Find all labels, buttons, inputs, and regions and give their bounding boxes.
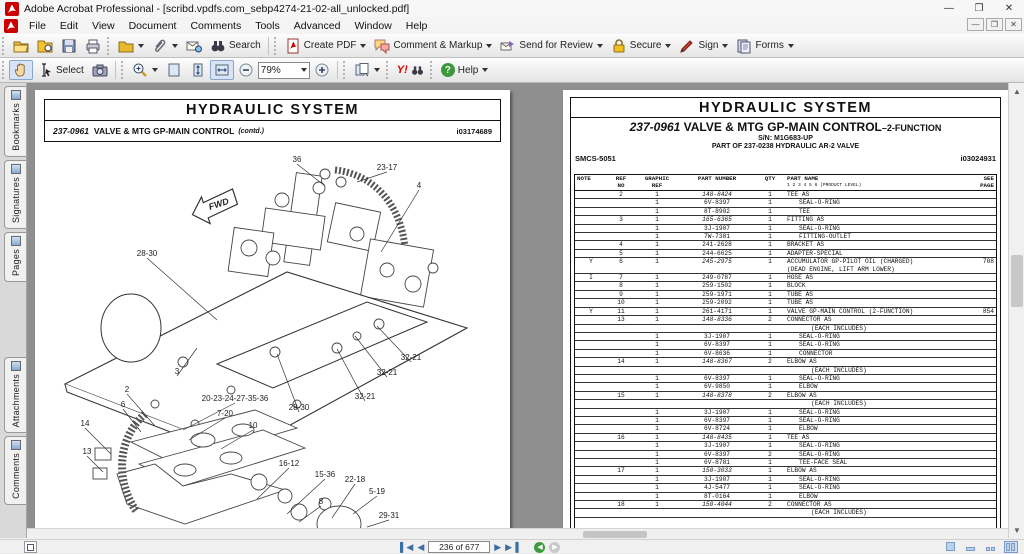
pdf-page-left bbox=[35, 90, 510, 528]
export-folder-icon bbox=[118, 38, 134, 54]
email-button[interactable] bbox=[182, 36, 206, 56]
table-row: 1 6V-8397 1 SEAL-O-RING bbox=[575, 341, 996, 349]
create-pdf-button[interactable] bbox=[281, 36, 371, 56]
dropdown-caret-icon bbox=[138, 44, 144, 48]
callout-label: 32-21 bbox=[376, 368, 398, 377]
fwd-arrow bbox=[188, 187, 240, 228]
send-review-label: Send for Review bbox=[519, 40, 593, 51]
page-display-button[interactable] bbox=[350, 60, 384, 80]
table-row: 1 6V-8397 1 SEAL-O-RING bbox=[575, 375, 996, 383]
save-button[interactable] bbox=[57, 36, 81, 56]
attach-button[interactable] bbox=[148, 36, 182, 56]
dropdown-caret-icon bbox=[360, 44, 366, 48]
mdi-minimize-button[interactable]: — bbox=[967, 18, 984, 31]
send-for-review-button[interactable] bbox=[496, 36, 606, 56]
mdi-restore-button[interactable]: ❐ bbox=[986, 18, 1003, 31]
forms-button[interactable] bbox=[732, 36, 797, 56]
right-part-number: 237-0961 bbox=[629, 120, 681, 134]
pages-icon bbox=[11, 236, 21, 246]
help-label: Help bbox=[457, 64, 479, 76]
part-of-line: PART OF 237-0238 HYDRAULIC AR-2 VALVE bbox=[711, 143, 860, 150]
hand-tool-button[interactable] bbox=[9, 60, 33, 80]
zoom-value: 79% bbox=[260, 64, 281, 76]
table-row: 1 4J-5477 1 SEAL-O-RING bbox=[575, 484, 996, 492]
menu-file[interactable]: File bbox=[29, 19, 46, 32]
dropdown-caret-icon bbox=[788, 44, 794, 48]
dropdown-caret-icon bbox=[722, 44, 728, 48]
toolbar-gripper[interactable] bbox=[386, 61, 391, 79]
table-row: 1 6V-8724 1 ELBOW bbox=[575, 425, 996, 433]
callout-label: 7-20 bbox=[216, 409, 234, 418]
organizer-folder-icon bbox=[37, 38, 53, 54]
fwd-label-text: FWD bbox=[207, 196, 231, 212]
facing-icon bbox=[1006, 543, 1010, 551]
secure-button[interactable] bbox=[607, 36, 676, 56]
attachments-icon bbox=[11, 361, 21, 371]
sidebar-tabs-top bbox=[0, 86, 26, 282]
table-row: (EACH INCLUDES) bbox=[575, 400, 996, 408]
table-row: 18 1 150-4044 2 CONNECTOR AS bbox=[575, 501, 996, 509]
zoom-out-button[interactable] bbox=[234, 60, 258, 80]
callout-leader-line bbox=[353, 496, 377, 514]
yahoo-binoculars-icon bbox=[411, 65, 424, 76]
table-row: 8 1 259-1502 1 BLOCK bbox=[575, 282, 996, 290]
sign-label: Sign bbox=[698, 40, 719, 51]
continuous-icon bbox=[966, 547, 975, 551]
menu-bar bbox=[0, 17, 1024, 34]
actual-size-button[interactable] bbox=[162, 60, 186, 80]
dropdown-caret-icon bbox=[172, 44, 178, 48]
callout-label: 8 bbox=[318, 497, 324, 506]
snapshot-button[interactable] bbox=[88, 60, 112, 80]
open-button[interactable] bbox=[9, 36, 33, 56]
sidebar-tab-label: Signatures bbox=[10, 176, 21, 223]
dropdown-caret-icon bbox=[597, 44, 603, 48]
callout-label: 5-19 bbox=[368, 487, 386, 496]
table-row: Y 6 1 245-2975 1 ACCUMULATOR GP-PILOT OIL (CHARGED) (DEAD ENGINE, LIFT ARM LOWER) 708 bbox=[575, 258, 996, 274]
table-row: 1 3J-1907 1 SEAL-O-RING bbox=[575, 333, 996, 341]
menu-help[interactable]: Help bbox=[405, 19, 428, 32]
facing-mode-button[interactable] bbox=[1004, 541, 1018, 553]
table-row: 1 6V-8397 1 SEAL-O-RING bbox=[575, 417, 996, 425]
table-row: 1 8T-0164 1 ELBOW bbox=[575, 493, 996, 501]
print-button[interactable] bbox=[81, 36, 105, 56]
dropdown-caret-icon bbox=[486, 44, 492, 48]
table-row: 1 3J-1907 1 SEAL-O-RING bbox=[575, 442, 996, 450]
first-page-button[interactable]: ▌◀ bbox=[400, 541, 414, 552]
title-bar bbox=[0, 0, 1024, 17]
table-row: 13 1 148-8336 2 CONNECTOR AS bbox=[575, 316, 996, 324]
toolbar-separator bbox=[115, 61, 116, 79]
navigation-panel-tabs bbox=[0, 83, 27, 538]
callout-label: 3 bbox=[174, 367, 180, 376]
callout-label: 10 bbox=[248, 421, 258, 430]
table-row: 1 6V-8636 1 CONNECTOR bbox=[575, 350, 996, 358]
table-row: 10 1 259-2092 1 TUBE AS bbox=[575, 299, 996, 307]
dropdown-caret-icon bbox=[665, 44, 671, 48]
scroll-down-arrow[interactable]: ▼ bbox=[1009, 522, 1024, 538]
yahoo-search-button[interactable] bbox=[393, 60, 428, 80]
paperclip-icon bbox=[152, 38, 168, 54]
callout-label: 28-30 bbox=[288, 403, 310, 412]
fit-width-icon bbox=[214, 62, 230, 78]
menu-view[interactable]: View bbox=[92, 19, 115, 32]
magnifier-plus-icon bbox=[132, 62, 148, 78]
select-label: Select bbox=[56, 64, 84, 76]
zoom-in-button[interactable] bbox=[310, 60, 334, 80]
table-row: (EACH INCLUDES) bbox=[575, 325, 996, 333]
toolbar-gripper[interactable] bbox=[2, 37, 7, 55]
callout-label: 23-17 bbox=[376, 163, 398, 172]
sidebar-tab-label: Bookmarks bbox=[10, 103, 21, 151]
bookmarks-icon bbox=[11, 90, 21, 100]
acrobat-app-icon bbox=[4, 1, 20, 17]
search-label: Search bbox=[229, 40, 261, 51]
page-navigation bbox=[400, 540, 560, 554]
right-doc-id: i03024931 bbox=[960, 154, 996, 163]
zoom-dropdown-caret-icon bbox=[301, 68, 307, 72]
help-icon: ? bbox=[441, 63, 455, 77]
menu-window[interactable]: Window bbox=[354, 19, 392, 32]
callout-leader-line bbox=[147, 258, 217, 320]
toolbar-gripper[interactable] bbox=[274, 37, 279, 55]
restore-button[interactable]: ❐ bbox=[974, 3, 984, 14]
open-folder-icon bbox=[13, 38, 29, 54]
page-size-icon bbox=[27, 544, 34, 551]
previous-view-button[interactable]: ◀ bbox=[534, 542, 545, 553]
table-row: 4 1 241-2628 1 BRACKET AS bbox=[575, 241, 996, 249]
continuous-facing-icon bbox=[986, 547, 990, 551]
callout-label: 13 bbox=[82, 447, 92, 456]
callout-label: 14 bbox=[80, 419, 90, 428]
right-part-suffix: –2-FUNCTION bbox=[881, 123, 942, 133]
comments-icon bbox=[11, 440, 21, 450]
window-title: Adobe Acrobat Professional - [scribd.vpdfs.com_sebp4274-21-02-all_unlocked.pdf] bbox=[24, 2, 410, 15]
right-part-title: VALVE & MTG GP-MAIN CONTROL bbox=[683, 120, 882, 134]
sign-button[interactable] bbox=[675, 36, 732, 56]
right-page-frame bbox=[570, 97, 1001, 528]
lower-valve-bank bbox=[93, 410, 361, 528]
fit-page-icon bbox=[190, 62, 206, 78]
hand-icon bbox=[13, 62, 29, 78]
fit-page-button[interactable] bbox=[186, 60, 210, 80]
callout-label: 16-12 bbox=[278, 459, 300, 468]
table-row: 1 3J-1907 1 SEAL-O-RING bbox=[575, 476, 996, 484]
minimize-button[interactable]: — bbox=[944, 3, 954, 14]
camera-icon bbox=[92, 62, 108, 78]
actual-size-icon bbox=[166, 62, 182, 78]
select-tool-button[interactable] bbox=[33, 60, 88, 80]
table-row: 14 1 148-8367 2 ELBOW AS bbox=[575, 358, 996, 366]
callout-label: 29-31 bbox=[378, 511, 400, 520]
fit-width-button[interactable] bbox=[210, 60, 234, 80]
facing-icon bbox=[1011, 543, 1015, 551]
toolbar-gripper[interactable] bbox=[107, 37, 112, 55]
continuous-facing-icon bbox=[991, 547, 995, 551]
email-icon bbox=[186, 38, 202, 54]
organizer-button[interactable] bbox=[33, 36, 57, 56]
horizontal-scroll-thumb[interactable] bbox=[583, 531, 647, 538]
table-row: 15 1 148-8378 2 ELBOW AS bbox=[575, 392, 996, 400]
table-row: 1 3J-1907 1 SEAL-O-RING bbox=[575, 409, 996, 417]
create-pdf-icon bbox=[285, 38, 301, 54]
left-doc-id: i03174689 bbox=[456, 126, 492, 136]
sidebar-tab-pages[interactable] bbox=[4, 232, 26, 282]
comment-markup-label: Comment & Markup bbox=[393, 40, 483, 51]
menu-edit[interactable]: Edit bbox=[59, 19, 79, 32]
close-button[interactable]: ✕ bbox=[1004, 3, 1014, 14]
callout-label: 20-23-24-27-35-36 bbox=[201, 394, 269, 403]
scroll-up-arrow[interactable]: ▲ bbox=[1009, 83, 1024, 99]
table-row: 1 6V-9850 1 ELBOW bbox=[575, 383, 996, 391]
callout-label: 4 bbox=[416, 181, 422, 190]
sidebar-tab-attachments[interactable] bbox=[4, 357, 26, 433]
sidebar-tab-comments[interactable] bbox=[4, 436, 26, 505]
zoom-out-icon bbox=[238, 62, 254, 78]
table-row: (EACH INCLUDES) bbox=[575, 367, 996, 375]
table-row: 1 6V-8397 2 SEAL-O-RING bbox=[575, 451, 996, 459]
horizontal-scrollbar[interactable] bbox=[27, 528, 1008, 539]
callout-label: 15-36 bbox=[314, 470, 336, 479]
table-row: 3 1 165-6365 1 FITTING AS bbox=[575, 216, 996, 224]
callout-label: 32-21 bbox=[400, 353, 422, 362]
help-button[interactable] bbox=[437, 60, 493, 80]
export-button[interactable] bbox=[114, 36, 148, 56]
left-page-header-frame bbox=[44, 99, 501, 142]
menu-items bbox=[22, 19, 434, 33]
table-row: Y 11 1 261-4171 1 VALVE GP-MAIN CONTROL (2-FUNCTION) 854 bbox=[575, 308, 996, 316]
print-icon bbox=[85, 38, 101, 54]
callout-label: 2 bbox=[124, 385, 130, 394]
menu-tools[interactable]: Tools bbox=[255, 19, 280, 32]
zoom-level-input[interactable] bbox=[258, 62, 310, 79]
serial-number: S/N: M1G683-UP bbox=[758, 135, 813, 142]
dropdown-caret-icon bbox=[374, 68, 380, 72]
left-part-title: VALVE & MTG GP-MAIN CONTROL bbox=[93, 126, 235, 136]
zoom-tool-button[interactable] bbox=[128, 60, 162, 80]
dropdown-caret-icon bbox=[482, 68, 488, 72]
continuous-facing-mode-button[interactable] bbox=[984, 541, 998, 553]
search-button[interactable] bbox=[206, 36, 265, 56]
page-number-input[interactable] bbox=[428, 541, 490, 553]
previous-page-button[interactable]: ◀ bbox=[417, 541, 425, 552]
mdi-close-button[interactable]: ✕ bbox=[1005, 18, 1022, 31]
table-row: 17 1 150-3033 1 ELBOW AS bbox=[575, 467, 996, 475]
table-row: (EACH INCLUDES) bbox=[575, 509, 996, 517]
smcs-code: SMCS-5051 bbox=[575, 154, 616, 163]
lock-icon bbox=[611, 38, 627, 54]
vertical-scrollbar[interactable] bbox=[1008, 83, 1024, 538]
pdf-page-right bbox=[563, 90, 1008, 528]
last-page-button[interactable]: ▶▐ bbox=[505, 541, 519, 552]
left-part-number: 237-0961 bbox=[53, 126, 89, 136]
exploded-parts-diagram bbox=[35, 152, 510, 528]
table-row: 9 1 259-1971 1 TUBE AS bbox=[575, 291, 996, 299]
page-number-value: 236 of 677 bbox=[439, 542, 480, 552]
send-review-icon bbox=[500, 38, 516, 54]
table-row: 5 1 244-6625 1 ADAPTER-SPECIAL bbox=[575, 250, 996, 258]
toolbar-separator bbox=[268, 37, 269, 55]
status-bar bbox=[0, 539, 1024, 553]
sidebar-tab-signatures[interactable] bbox=[4, 160, 26, 229]
dropdown-caret-icon bbox=[152, 68, 158, 72]
sidebar-tab-label: Attachments bbox=[10, 373, 21, 428]
page-display-icon bbox=[354, 62, 370, 78]
comment-bubble-icon bbox=[374, 38, 390, 54]
left-page-title: HYDRAULIC SYSTEM bbox=[45, 100, 500, 121]
table-row: 1 7W-7381 1 FITTING-OUTLET bbox=[575, 233, 996, 241]
acrobat-child-icon bbox=[3, 18, 19, 34]
callout-label: 36 bbox=[292, 155, 302, 164]
forms-label: Forms bbox=[755, 40, 784, 51]
callout-label: 22-18 bbox=[344, 475, 366, 484]
table-row: 1 8T-8902 1 TEE bbox=[575, 208, 996, 216]
create-pdf-label: Create PDF bbox=[303, 40, 357, 51]
sidebar-tab-label: Pages bbox=[10, 248, 21, 276]
single-page-icon bbox=[946, 542, 955, 551]
sidebar-tab-bookmarks[interactable] bbox=[4, 86, 26, 157]
comment-markup-button[interactable] bbox=[370, 36, 496, 56]
sidebar-tabs-bottom bbox=[0, 354, 27, 508]
document-view[interactable] bbox=[27, 83, 1008, 528]
page-size-button[interactable] bbox=[24, 541, 37, 553]
toolbar-gripper[interactable] bbox=[121, 61, 126, 79]
sidebar-tab-label: Comments bbox=[10, 453, 21, 499]
left-contd: (contd.) bbox=[238, 127, 264, 135]
table-row: 2 1 148-8424 1 TEE AS bbox=[575, 191, 996, 199]
mdi-window-controls bbox=[967, 18, 1022, 31]
menu-comments[interactable]: Comments bbox=[190, 19, 242, 32]
secure-label: Secure bbox=[629, 40, 662, 51]
select-ibeam-icon bbox=[37, 62, 53, 78]
menu-document[interactable]: Document bbox=[128, 19, 177, 32]
vertical-scroll-thumb[interactable] bbox=[1011, 255, 1023, 307]
toolbar-gripper[interactable] bbox=[343, 61, 348, 79]
toolbar-gripper[interactable] bbox=[2, 61, 7, 79]
next-page-button[interactable]: ▶ bbox=[494, 541, 502, 552]
table-row: 1 6V-8397 1 SEAL-O-RING bbox=[575, 199, 996, 207]
next-view-button[interactable]: ▶ bbox=[549, 542, 560, 553]
forms-icon bbox=[736, 38, 752, 54]
callout-label: 6 bbox=[120, 400, 126, 409]
parts-table-header: NOTE REF NO GRAPHIC REF PART NUMBER QTY PART NAME 1 2 3 4 5 6 (PRODUCT LEVEL) SEE PAGE bbox=[575, 175, 996, 191]
view-toolbar bbox=[0, 58, 1024, 83]
callout-leader-line bbox=[367, 520, 389, 527]
toolbar-separator bbox=[337, 61, 338, 79]
parts-table bbox=[574, 174, 997, 528]
table-row: 16 1 148-8435 1 TEE AS bbox=[575, 434, 996, 442]
single-page-mode-button[interactable] bbox=[944, 541, 958, 553]
save-icon bbox=[61, 38, 77, 54]
page-layout-modes bbox=[944, 541, 1018, 553]
callout-label: 28-30 bbox=[136, 249, 158, 258]
table-row: 1 3J-1907 1 SEAL-O-RING bbox=[575, 225, 996, 233]
menu-advanced[interactable]: Advanced bbox=[293, 19, 341, 32]
file-toolbar bbox=[0, 34, 1024, 58]
continuous-mode-button[interactable] bbox=[964, 541, 978, 553]
binoculars-icon bbox=[210, 38, 226, 54]
toolbar-gripper[interactable] bbox=[430, 61, 435, 79]
zoom-in-icon bbox=[314, 62, 330, 78]
yahoo-logo: Y! bbox=[396, 64, 408, 76]
table-row: I 7 1 249-0787 1 HOSE AS bbox=[575, 274, 996, 282]
sign-pen-icon bbox=[679, 38, 695, 54]
right-page-title: HYDRAULIC SYSTEM bbox=[571, 98, 1000, 118]
table-row: 1 6V-8781 1 TEE-FACE SEAL bbox=[575, 459, 996, 467]
callout-label: 32-21 bbox=[354, 392, 376, 401]
signatures-icon bbox=[11, 164, 21, 174]
